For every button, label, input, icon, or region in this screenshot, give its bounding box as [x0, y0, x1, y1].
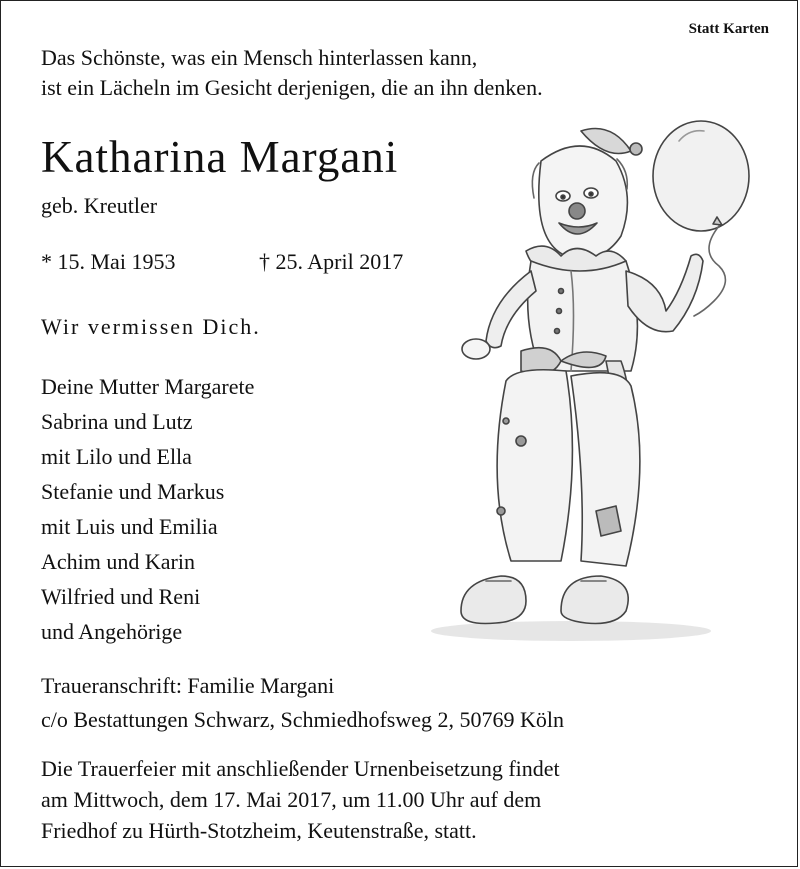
mourner-line: Stefanie und Markus — [41, 479, 225, 504]
statt-karten-label: Statt Karten — [688, 21, 769, 37]
mourning-address — [41, 669, 564, 737]
deceased-name: Katharina Margani — [41, 132, 399, 182]
mourners-list — [41, 369, 254, 649]
quote-line-1: Das Schönste, was ein Mensch hinterlassen kann, — [41, 45, 478, 70]
quote-line-2: ist ein Lächeln im Gesicht derjenigen, die an ihn denken. — [41, 75, 543, 100]
ceremony-line-3: Friedhof zu Hürth-Stotzheim, Keutenstraße, statt. — [41, 818, 477, 843]
message-line: Wir vermissen Dich. — [41, 314, 261, 339]
ceremony-line-2: am Mittwoch, dem 17. Mai 2017, um 11.00 Uhr auf dem — [41, 787, 542, 812]
mourner-line: Sabrina und Lutz — [41, 409, 193, 434]
address-line-2: c/o Bestattungen Schwarz, Schmiedhofsweg 2, 50769 Köln — [41, 707, 565, 732]
birth-date: * 15. Mai 1953 — [41, 249, 176, 274]
mourner-line: mit Lilo und Ella — [41, 444, 192, 469]
ceremony-info — [41, 753, 560, 846]
birth-name: geb. Kreutler — [41, 193, 158, 218]
life-dates — [41, 249, 471, 275]
death-date: † 25. April 2017 — [259, 249, 404, 274]
clown-with-balloon-illustration — [431, 111, 761, 651]
mourner-line: Wilfried und Reni — [41, 584, 201, 609]
mourner-line: Deine Mutter Margarete — [41, 374, 255, 399]
mourner-line: und Angehörige — [41, 619, 183, 644]
mourner-line: mit Luis und Emilia — [41, 514, 218, 539]
ceremony-line-1: Die Trauerfeier mit anschließender Urnenbeisetzung findet — [41, 756, 560, 781]
quote-block — [41, 43, 543, 103]
mourner-line: Achim und Karin — [41, 549, 195, 574]
balloon-icon — [653, 121, 749, 316]
address-line-1: Traueranschrift: Familie Margani — [41, 673, 335, 698]
